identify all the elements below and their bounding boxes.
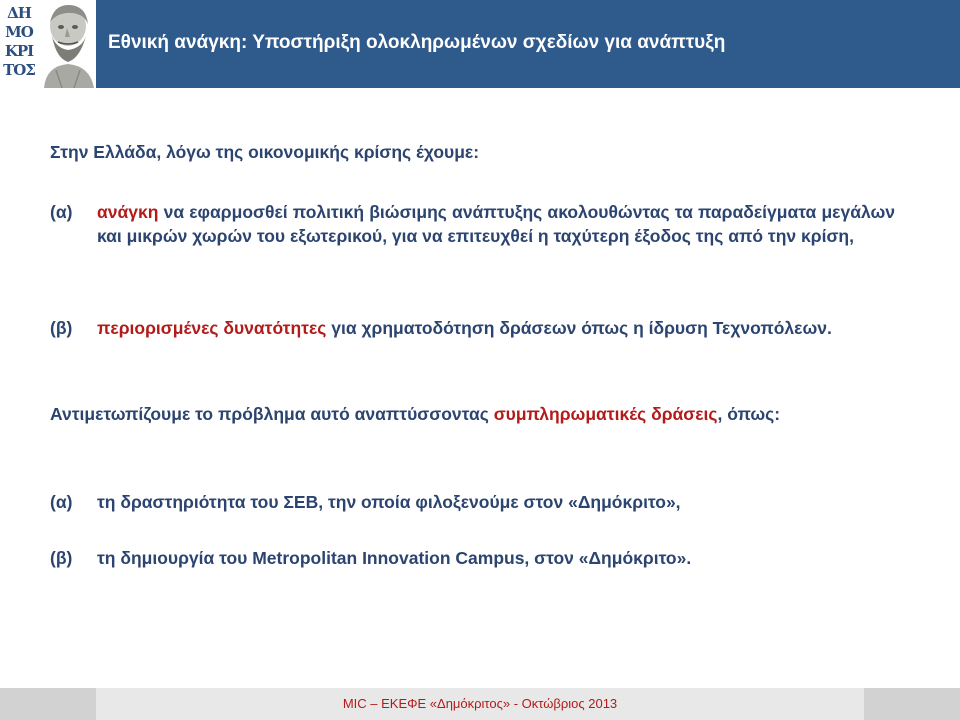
demokritos-logo — [0, 0, 96, 88]
highlight-limited-means: περιορισμένες δυνατότητες — [97, 318, 327, 338]
list-item-need — [50, 200, 895, 248]
list-item-mic — [50, 546, 895, 570]
item-marker: (β) — [50, 548, 73, 568]
item-marker: (α) — [50, 492, 73, 512]
highlight-need: ανάγκη — [97, 202, 159, 222]
slide-title: Εθνική ανάγκη: Υποστήριξη ολοκληρωμένων σχεδίων για ανάπτυξη — [108, 32, 726, 53]
list-item-sev — [50, 490, 895, 514]
title-bar — [0, 0, 960, 88]
footer-text: MIC – ΕΚΕΦΕ «Δημόκριτος» - Οκτώβριος 2013 — [342, 696, 618, 711]
logo-lettering: ΔΗ ΜΟ ΚΡΙ ΤΟΣ — [3, 4, 35, 79]
response-text: Αντιμετωπίζουμε το πρόβλημα αυτό αναπτύσσοντας συμπληρωματικές δράσεις, όπως: — [50, 404, 781, 424]
intro-text: Στην Ελλάδα, λόγω της οικονομικής κρίσης έχουμε: — [50, 142, 480, 162]
item-text: τη δημιουργία του Metropolitan Innovation Campus, στον «Δημόκριτο». — [97, 548, 692, 568]
item-text: περιορισμένες δυνατότητες για χρηματοδότηση δράσεων όπως η ίδρυση Τεχνοπόλεων. — [97, 318, 832, 338]
footer-left-block — [0, 688, 96, 720]
item-marker: (β) — [50, 318, 73, 338]
item-text: τη δραστηριότητα του ΣΕΒ, την οποία φιλοξενούμε στον «Δημόκριτο», — [97, 492, 681, 512]
item-marker: (α) — [50, 202, 73, 222]
highlight-complementary-actions: συμπληρωματικές δράσεις — [493, 404, 718, 424]
item-text: ανάγκη να εφαρμοσθεί πολιτική βιώσιμης ανάπτυξης ακολουθώντας τα παραδείγματα μεγάλων και μικρών χωρών του εξωτερικού, για να επιτευχθεί η ταχύτερη έξοδος της από την κρίση, — [97, 202, 895, 246]
footer-right-block — [864, 688, 960, 720]
footer-bar — [0, 688, 960, 720]
list-item-limited-means — [50, 316, 895, 340]
philosopher-bust-icon — [36, 0, 96, 88]
